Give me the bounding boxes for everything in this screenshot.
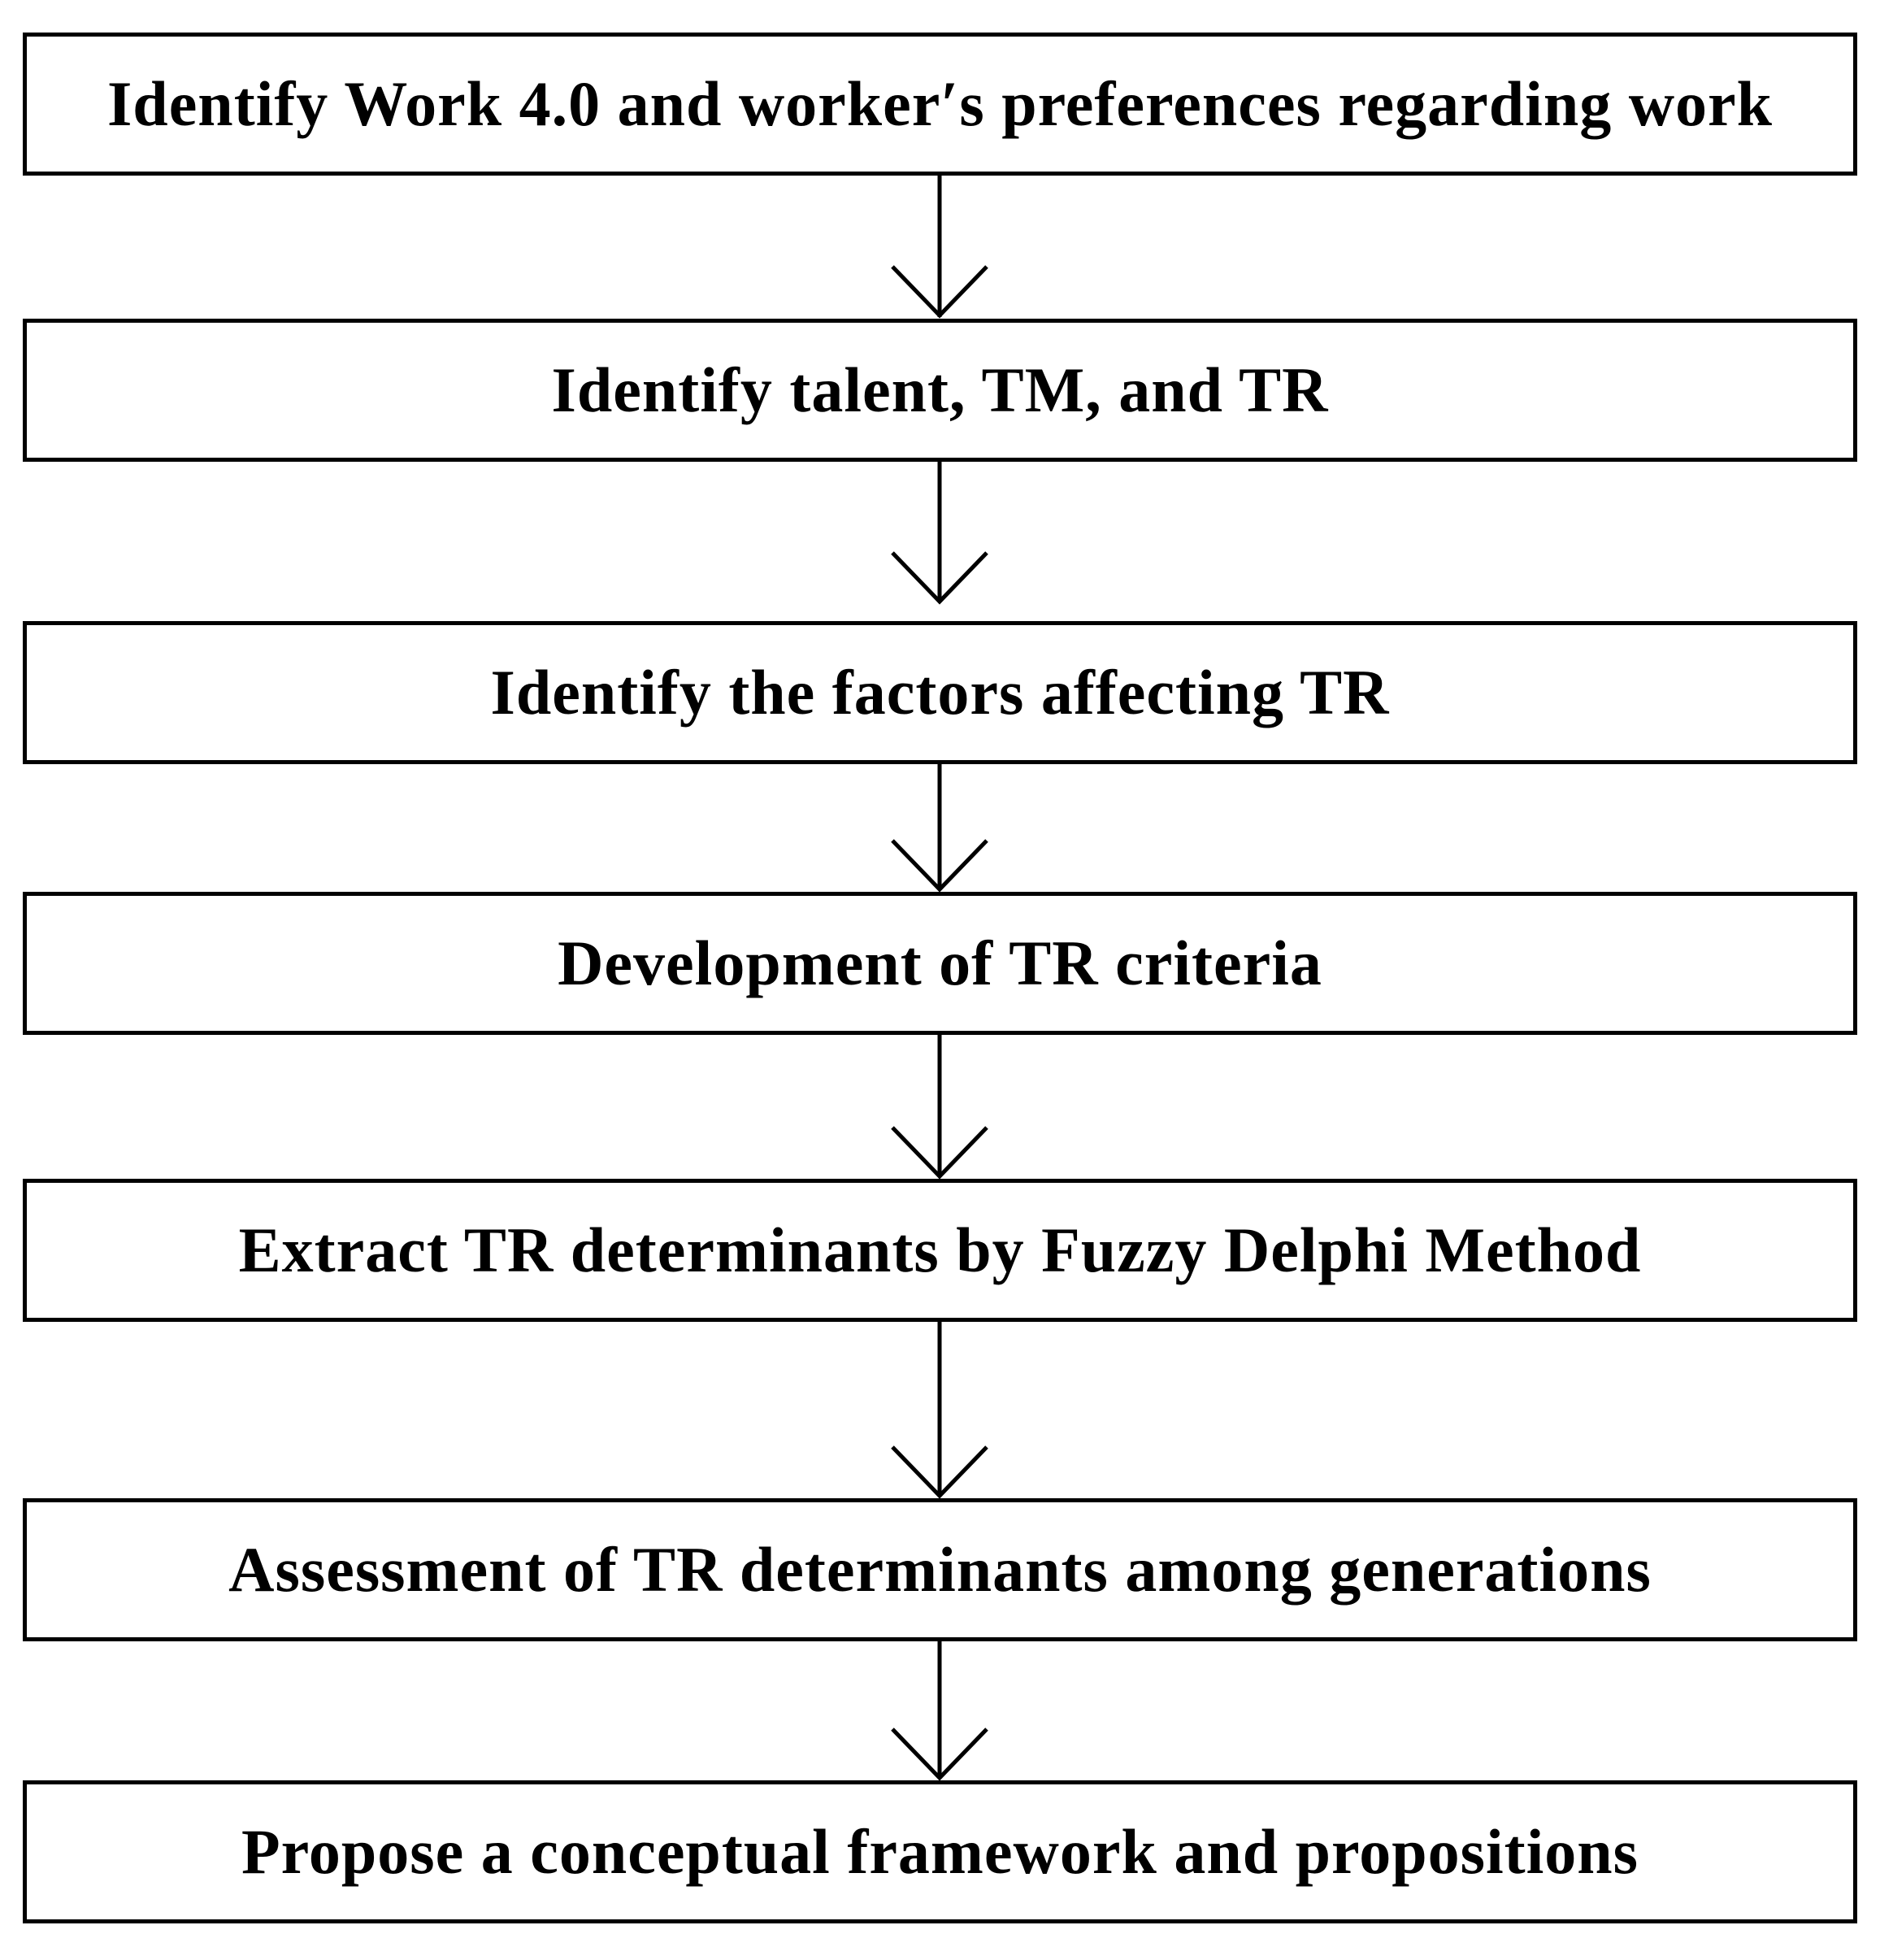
arrow-2-to-3 (892, 462, 987, 602)
arrow-3-to-4 (892, 764, 987, 889)
step-label-5: Extract TR determinants by Fuzzy Delphi Method (238, 1215, 1642, 1285)
step-label-2: Identify talent, TM, and TR (551, 354, 1329, 425)
arrow-6-to-7 (892, 1641, 987, 1778)
step-label-7: Propose a conceptual framework and propositions (241, 1816, 1639, 1887)
arrow-1-to-2 (892, 176, 987, 317)
step-label-6: Assessment of TR determinants among generations (228, 1534, 1652, 1605)
step-box-3 (23, 621, 1857, 764)
step-label-3: Identify the factors affecting TR (490, 657, 1390, 728)
step-label-1: Identify Work 4.0 and worker′s preferences regarding work (106, 68, 1774, 139)
step-box-1 (23, 33, 1857, 176)
step-box-5 (23, 1179, 1857, 1322)
arrow-5-to-6 (892, 1322, 987, 1496)
step-box-2 (23, 319, 1857, 462)
step-label-4: Development of TR criteria (558, 928, 1322, 998)
step-box-7 (23, 1780, 1857, 1923)
step-box-6 (23, 1498, 1857, 1641)
step-box-4 (23, 892, 1857, 1035)
arrow-4-to-5 (892, 1035, 987, 1176)
